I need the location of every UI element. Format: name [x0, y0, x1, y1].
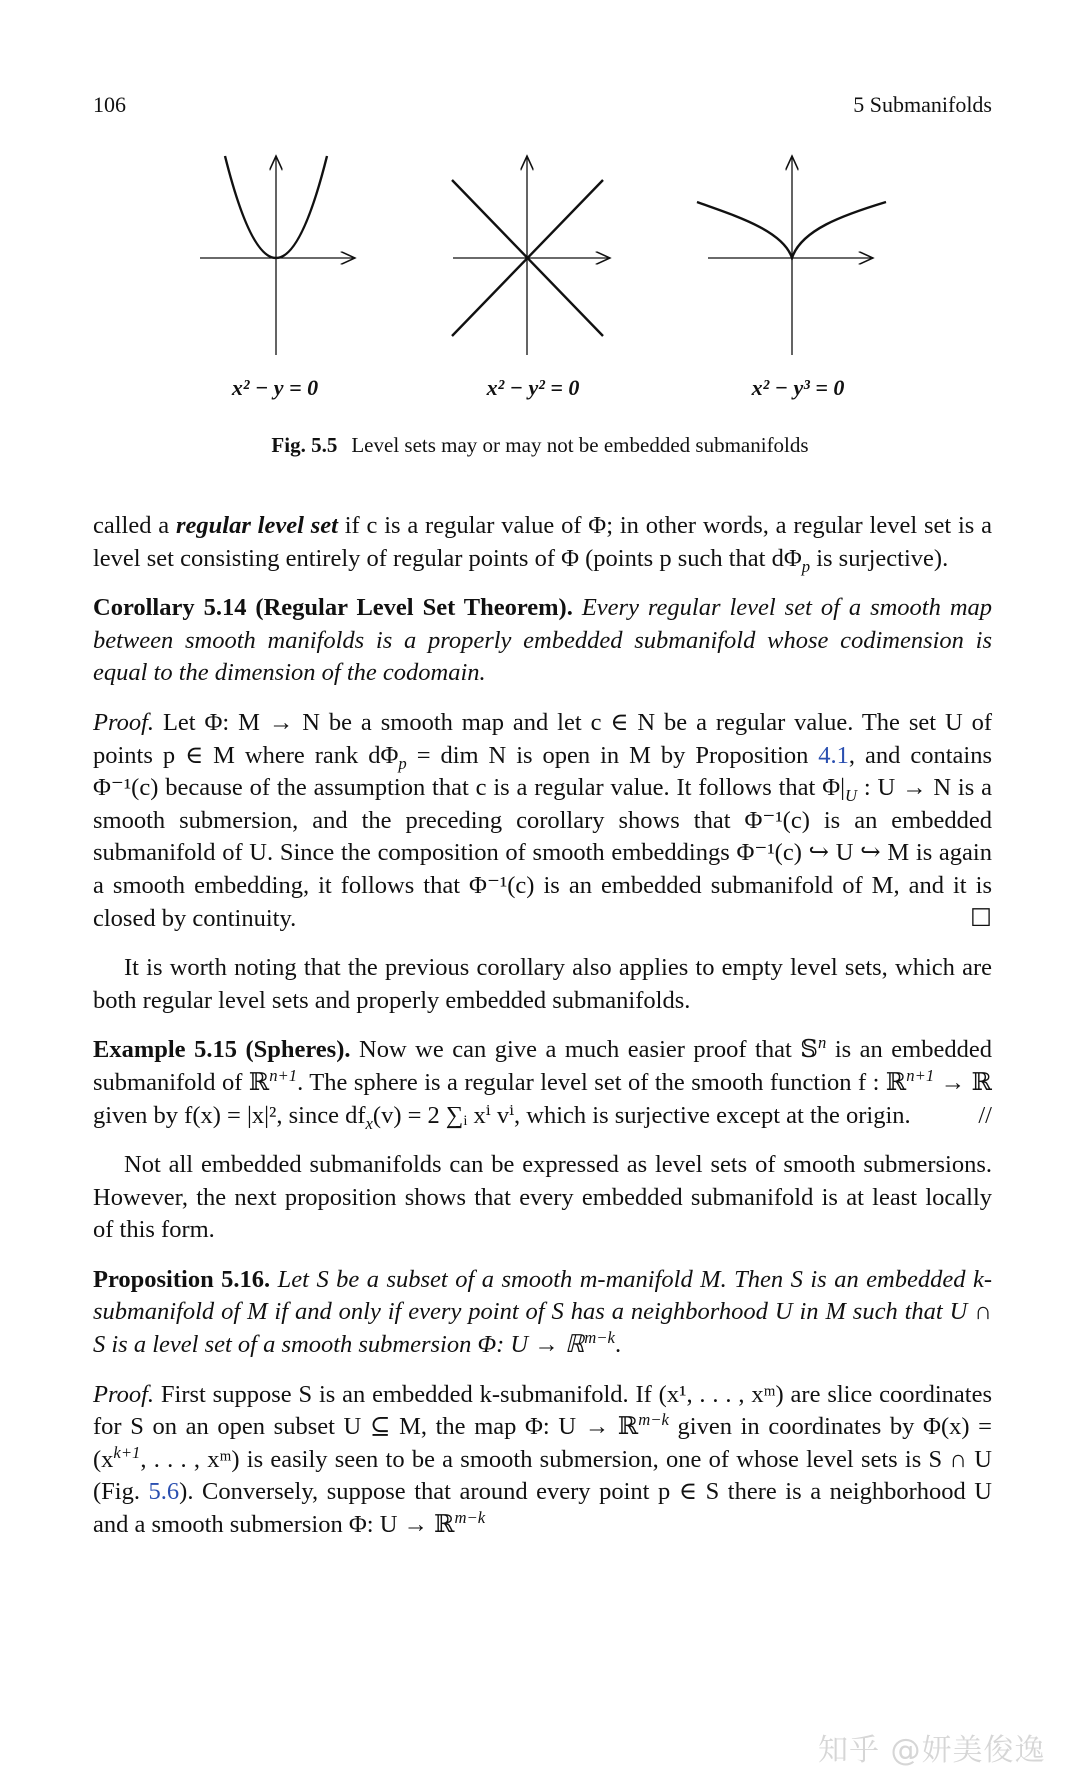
- body-text: [93, 510, 992, 1559]
- chapter-title: 5 Submanifolds: [853, 92, 992, 117]
- text-run: , and contains Φ⁻¹(c) because of the assumption that c is a regular value. It follows that Φ|: [93, 741, 992, 802]
- text-run: : U → N is a smooth submersion, and the preceding corollary shows that Φ⁻¹(c) is an embedded submanifold of U. Since the composition of smooth embeddings Φ⁻¹(c) ↪ U ↪ M is again a smooth embedding, it follows that Φ⁻¹(c) is an embedded submanifold of M, and it is closed by continuity.: [93, 774, 992, 932]
- text-run: Now we can give a much easier proof that 𝕊: [350, 1036, 818, 1064]
- example-heading: Example 5.15 (Spheres).: [93, 1036, 351, 1064]
- superscript: m−k: [584, 1327, 615, 1347]
- proof-heading: Proof.: [93, 1380, 155, 1408]
- superscript: n+1: [269, 1065, 298, 1085]
- text-run: Let Φ: M → N be a smooth map and let c ∈ N be a regular value. The set U of points p ∈ M where rank dΦ: [93, 708, 992, 769]
- caption-text: Level sets may or may not be embedded submanifolds: [351, 433, 809, 457]
- text-run: if c is a regular value of Φ; in other words, a regular level set is a level set consisting entirely of regular points of Φ (points p such that dΦ: [93, 512, 992, 572]
- term-regular-level-set: regular level set: [175, 512, 338, 539]
- text-run: = dim N is open in M by Proposition: [406, 741, 819, 769]
- figure-label-parabola: x² − y = 0: [231, 375, 319, 400]
- superscript: m−k: [454, 1507, 486, 1527]
- superscript: n: [817, 1033, 827, 1053]
- proof-heading: Proof.: [93, 708, 155, 736]
- watermark: 知乎 @妍美俊逸: [818, 1733, 1046, 1768]
- proof-corollary-5-14: [93, 707, 992, 935]
- page-number: 106: [93, 92, 126, 117]
- text-run: , . . . , xᵐ) is easily seen to be a smooth submersion, one of whose level sets is S ∩ U (Fig.: [93, 1445, 992, 1506]
- text-run: .: [614, 1331, 622, 1359]
- example-5-15: [93, 1034, 992, 1132]
- text-run: is surjective).: [810, 544, 949, 572]
- corollary-heading: Corollary 5.14 (Regular Level Set Theorem).: [93, 594, 573, 622]
- qed-symbol: ☐: [970, 904, 992, 932]
- subscript: p: [801, 556, 811, 576]
- cusp-plot: [693, 150, 893, 360]
- subscript: p: [398, 753, 407, 773]
- corollary-5-14: [93, 592, 992, 690]
- text-run: (v) = 2 ∑ᵢ xⁱ vⁱ, which is surjective except at the origin.: [372, 1101, 911, 1129]
- proposition-heading: Proposition 5.16.: [93, 1265, 271, 1293]
- paragraph-empty-level-sets: It is worth noting that the previous corollary also applies to empty level sets, which are both regular level sets and properly embedded submanifolds.: [93, 954, 992, 1014]
- example-end-mark: //: [978, 1101, 992, 1129]
- proposition-5-16: [93, 1264, 992, 1362]
- paragraph-regular-level-set: [93, 510, 992, 575]
- paragraph-not-all-submanifolds: Not all embedded submanifolds can be expressed as level sets of smooth submersions. However, the next proposition shows that every embedded submanifold is at least locally of this form.: [93, 1151, 992, 1244]
- corollary-statement: Every regular level set of a smooth map between smooth manifolds is a properly embedded submanifold whose codimension is equal to the dimension of the codomain.: [93, 594, 993, 687]
- caption-number: Fig. 5.5: [271, 433, 338, 457]
- parabola-plot: [195, 150, 365, 360]
- figure-label-crossing-lines: x² − y² = 0: [486, 375, 580, 400]
- superscript: m−k: [638, 1410, 669, 1430]
- superscript: k+1: [113, 1442, 141, 1462]
- text-run: First suppose S is an embedded k-submanifold. If (x¹, . . . , xᵐ) are slice coordinates for S on an open subset U ⊆ M, the map Φ: U → ℝ: [93, 1380, 992, 1441]
- proposition-statement: Let S be a subset of a smooth m-manifold M. Then S is an embedded k-submanifold of M if and only if every point of S has a neighborhood U in M such that U ∩ S is a level set of a smooth submersion Φ: U → ℝ: [93, 1265, 992, 1359]
- figure-label-cusp: x² − y³ = 0: [751, 375, 845, 400]
- text-run: given in coordinates by Φ(x) = (x: [93, 1413, 992, 1473]
- text-run: ). Conversely, suppose that around every point p ∈ S there is a neighborhood U and a smooth submersion Φ: U → ℝ: [93, 1478, 993, 1539]
- text-run: → ℝ given by f(x) = |x|², since df: [93, 1068, 992, 1129]
- subscript: x: [365, 1113, 373, 1133]
- text-run: . The sphere is a regular level set of the smooth function f : ℝ: [297, 1068, 907, 1096]
- figure-caption: [0, 433, 1080, 458]
- figure-5-6-link[interactable]: 5.6: [148, 1478, 180, 1506]
- subscript: U: [845, 786, 858, 806]
- crossing-lines-plot: [448, 150, 618, 360]
- text-run: called a: [93, 512, 176, 539]
- superscript: n+1: [906, 1065, 935, 1085]
- proposition-4-1-link[interactable]: 4.1: [818, 741, 849, 769]
- text-run: is an embedded submanifold of ℝ: [93, 1036, 992, 1096]
- proof-proposition-5-16: [93, 1379, 992, 1542]
